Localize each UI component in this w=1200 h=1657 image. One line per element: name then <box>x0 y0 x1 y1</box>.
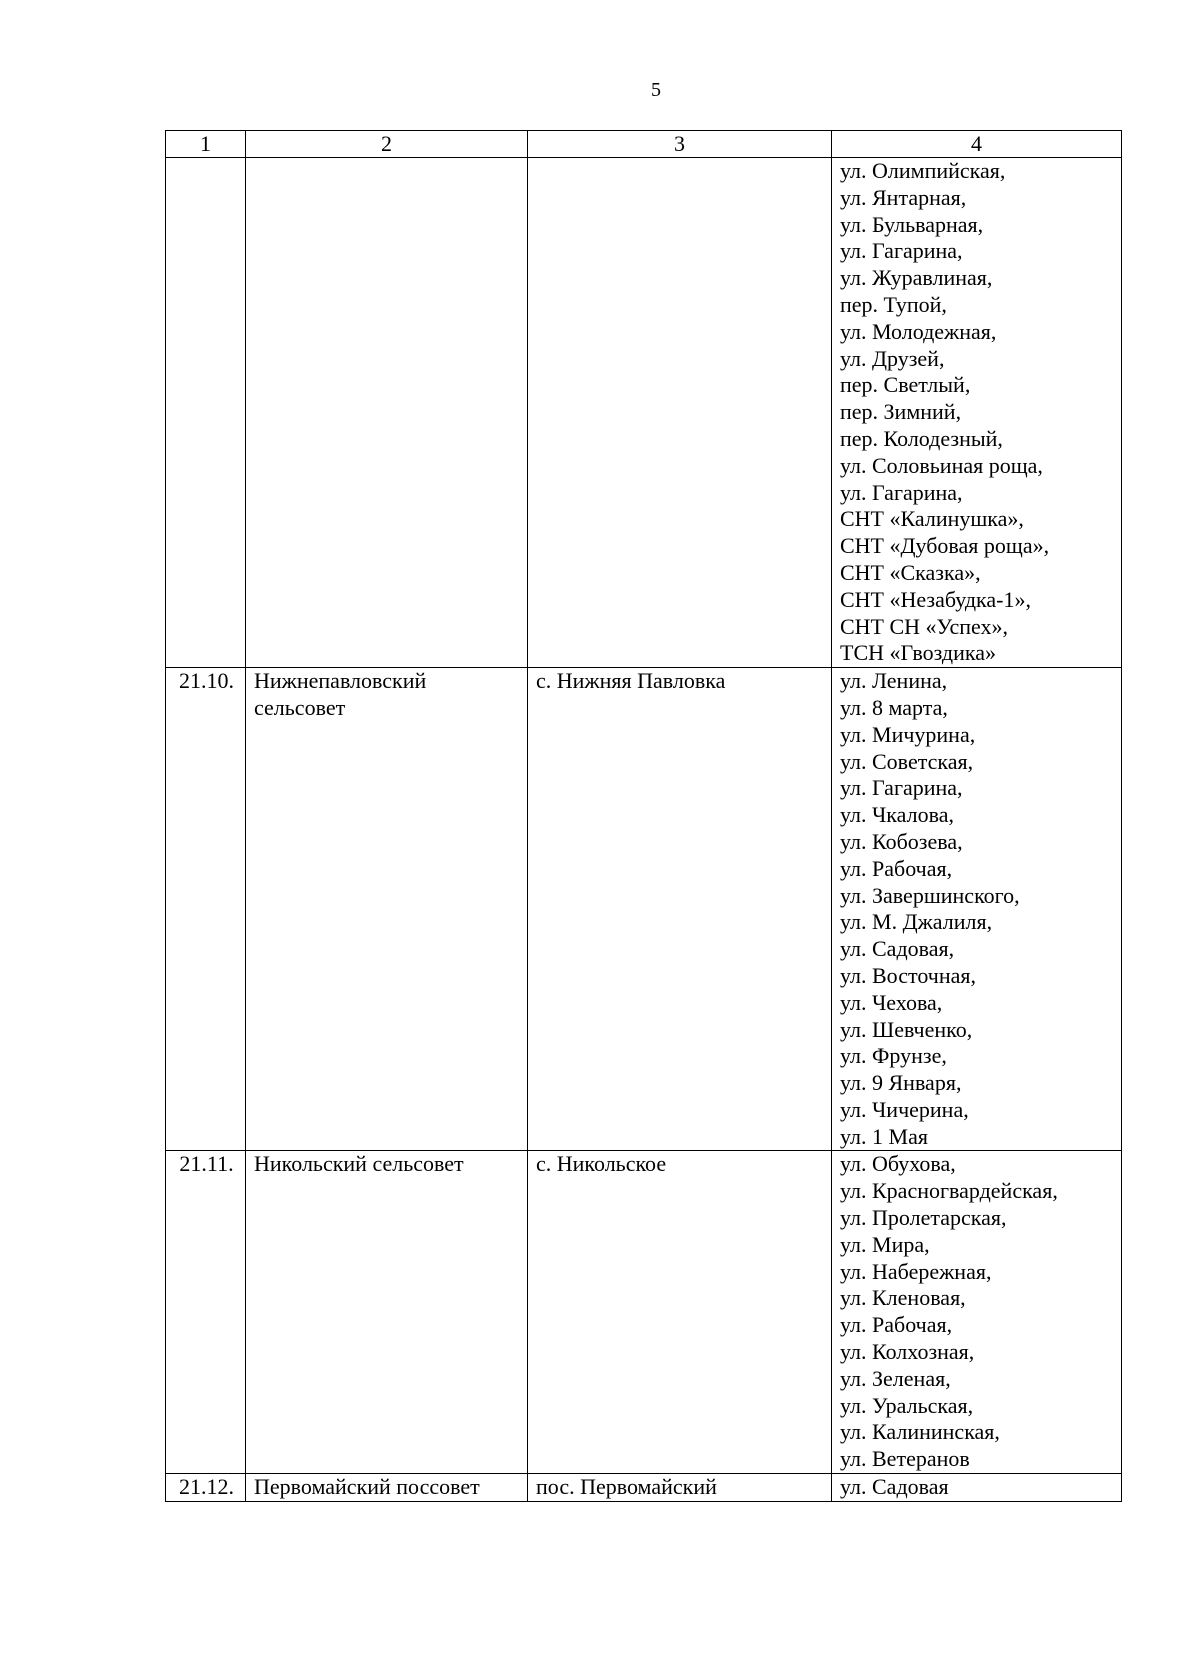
street-item: ул. Калининская, <box>840 1419 1000 1445</box>
table-header-row <box>166 131 1122 158</box>
table-body <box>166 158 1122 1502</box>
council-cell <box>246 158 528 668</box>
council-cell: Нижнепавловский сельсовет <box>246 668 528 1151</box>
street-item: ул. Уральская, <box>840 1392 974 1418</box>
districts-table <box>165 130 1122 1502</box>
street-item: ТСН «Гвоздика» <box>840 640 996 666</box>
street-item: ул. Друзей, <box>840 345 945 371</box>
street-item: ул. Советская, <box>840 748 974 774</box>
header-col-1: 1 <box>166 131 246 158</box>
street-item: ул. Рабочая, <box>840 1312 953 1338</box>
street-item: ул. Набережная, <box>840 1258 992 1284</box>
council-cell: Первомайский поссовет <box>246 1474 528 1502</box>
row-number-cell <box>166 158 246 668</box>
street-item: СНТ «Незабудка-1», <box>840 586 1031 612</box>
street-item: ул. 8 марта, <box>840 694 948 720</box>
row-number-cell: 21.11. <box>166 1151 246 1474</box>
street-item: ул. Рабочая, <box>840 855 953 881</box>
table-row <box>166 158 1122 668</box>
street-item: ул. Обухова, <box>840 1151 956 1177</box>
street-item: пер. Светлый, <box>840 372 971 398</box>
street-item: ул. Ленина, <box>840 668 948 694</box>
header-col-4: 4 <box>832 131 1122 158</box>
street-item: ул. Фрунзе, <box>840 1043 947 1069</box>
street-item: ул. Янтарная, <box>840 184 967 210</box>
streets-cell <box>832 668 1122 1151</box>
street-item: пер. Колодезный, <box>840 425 1003 451</box>
streets-cell <box>832 1474 1122 1502</box>
streets-cell <box>832 158 1122 668</box>
street-item: СНТ СН «Успех», <box>840 613 1009 639</box>
street-item: ул. М. Джалиля, <box>840 909 993 935</box>
settlement-cell: с. Никольское <box>528 1151 832 1474</box>
street-item: ул. Бульварная, <box>840 211 984 237</box>
table-row <box>166 668 1122 1151</box>
settlement-cell: с. Нижняя Павловка <box>528 668 832 1151</box>
street-item: СНТ «Калинушка», <box>840 506 1024 532</box>
street-item: ул. Соловьиная роща, <box>840 452 1043 478</box>
street-item: ул. Чичерина, <box>840 1096 969 1122</box>
street-item: ул. Гагарина, <box>840 775 963 801</box>
page-number: 5 <box>651 79 661 101</box>
street-item: ул. Колхозная, <box>840 1339 975 1365</box>
street-item: ул. Зеленая, <box>840 1365 951 1391</box>
settlement-cell: пос. Первомайский <box>528 1474 832 1502</box>
street-item: ул. Восточная, <box>840 962 976 988</box>
street-item: СНТ «Дубовая роща», <box>840 533 1050 559</box>
street-item: ул. Чкалова, <box>840 802 954 828</box>
street-item: ул. Кобозева, <box>840 828 963 854</box>
street-item: ул. Шевченко, <box>840 1016 973 1042</box>
street-item: ул. Красногвардейская, <box>840 1178 1058 1204</box>
street-item: ул. Гагарина, <box>840 238 963 264</box>
street-item: ул. Кленовая, <box>840 1285 966 1311</box>
table-row <box>166 1474 1122 1502</box>
street-item: пер. Тупой, <box>840 291 947 317</box>
header-col-3: 3 <box>528 131 832 158</box>
street-item: ул. Пролетарская, <box>840 1205 1007 1231</box>
street-item: СНТ «Сказка», <box>840 559 981 585</box>
street-item: ул. Мичурина, <box>840 721 976 747</box>
header-col-2: 2 <box>246 131 528 158</box>
street-item: ул. Завершинского, <box>840 882 1020 908</box>
row-number-cell: 21.10. <box>166 668 246 1151</box>
street-item: ул. Гагарина, <box>840 479 963 505</box>
street-item: ул. Журавлиная, <box>840 265 993 291</box>
street-item: ул. 9 Января, <box>840 1070 962 1096</box>
settlement-cell <box>528 158 832 668</box>
table-row <box>166 1151 1122 1474</box>
street-item: ул. Молодежная, <box>840 318 997 344</box>
street-item: ул. Олимпийская, <box>840 158 1006 183</box>
street-item: ул. Садовая <box>840 1474 949 1500</box>
street-item: ул. 1 Мая <box>840 1123 928 1149</box>
street-item: ул. Мира, <box>840 1231 930 1257</box>
street-item: ул. Ветеранов <box>840 1446 970 1472</box>
council-cell: Никольский сельсовет <box>246 1151 528 1474</box>
street-item: ул. Чехова, <box>840 989 943 1015</box>
streets-cell <box>832 1151 1122 1474</box>
street-item: пер. Зимний, <box>840 399 962 425</box>
street-item: ул. Садовая, <box>840 936 955 962</box>
row-number-cell: 21.12. <box>166 1474 246 1502</box>
